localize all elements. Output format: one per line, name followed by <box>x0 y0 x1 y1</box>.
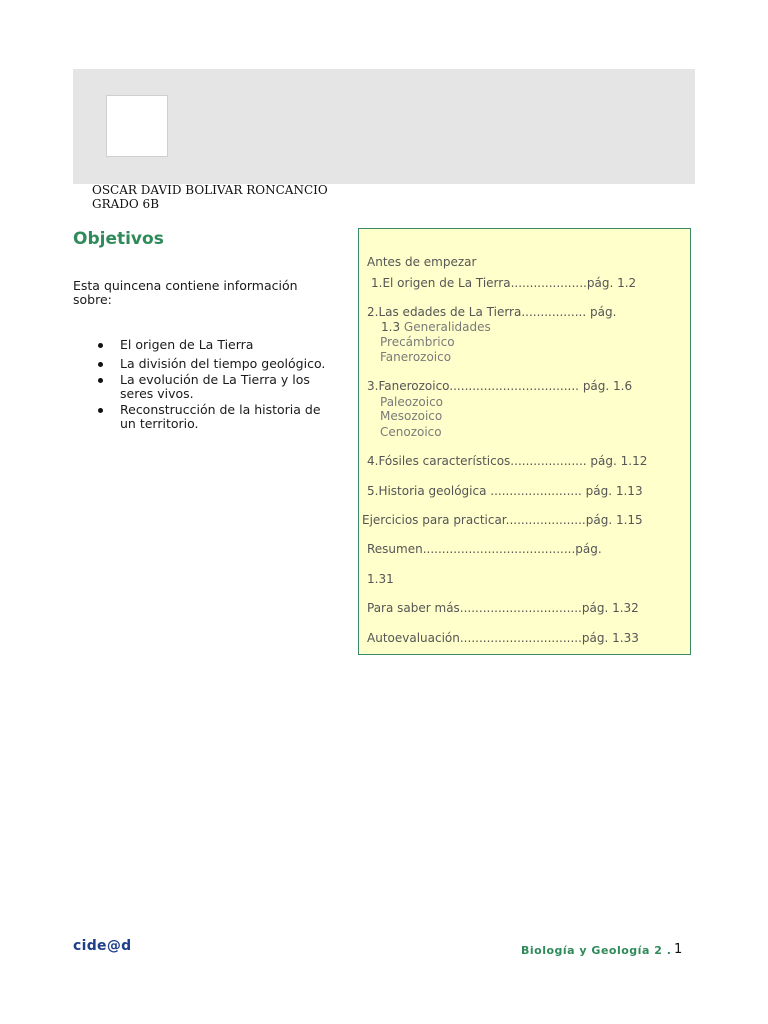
table-of-contents <box>358 228 691 655</box>
toc-entry-5[interactable]: 5.Historia geológica ........................ pág. 1.13 <box>367 484 643 498</box>
toc-sub-fanerozoico[interactable]: Fanerozoico <box>380 350 452 364</box>
toc-entry-1[interactable]: 1.El origen de La Tierra....................pág. 1.2 <box>371 276 637 290</box>
list-item: Reconstrucción de la historia de un territorio. <box>96 403 326 431</box>
toc-entry-resumen[interactable]: Resumen........................................pág. <box>367 542 602 556</box>
page-number: 1 <box>674 942 683 957</box>
toc-entry-2-sub-generalidades <box>381 320 491 334</box>
objectives-title: Objetivos <box>73 229 164 249</box>
toc-entry-2-num: 1.3 <box>381 320 401 334</box>
author-block <box>92 183 328 211</box>
toc-entry-4[interactable]: 4.Fósiles característicos.................... pág. 1.12 <box>367 454 648 468</box>
list-item: La división del tiempo geológico. <box>96 357 326 371</box>
toc-sub-mesozoico[interactable]: Mesozoico <box>380 409 443 423</box>
objectives-intro: Esta quincena contiene información sobre: <box>73 278 298 307</box>
toc-entry-resumen-page: 1.31 <box>367 572 394 586</box>
toc-heading: Antes de empezar <box>367 255 477 269</box>
author-name: OSCAR DAVID BOLIVAR RONCANCIO <box>92 183 328 197</box>
cidead-logo: cide@d <box>73 938 132 954</box>
toc-entry-3[interactable]: 3.Fanerozoico.................................. pág. 1.6 <box>367 379 633 393</box>
toc-entry-ejercicios[interactable]: Ejercicios para practicar.....................pág. 1.15 <box>362 513 643 527</box>
footer-subject: Biología y Geología 2 . <box>521 944 672 957</box>
toc-sub-generalidades[interactable]: Generalidades <box>403 320 491 334</box>
author-grade: GRADO 6B <box>92 197 160 211</box>
toc-entry-2[interactable]: 2.Las edades de La Tierra................. pág. <box>367 305 617 319</box>
list-item: La evolución de La Tierra y los seres vivos. <box>96 373 326 401</box>
toc-entry-autoevaluacion[interactable]: Autoevaluación................................pág. 1.33 <box>367 631 639 645</box>
toc-sub-precambrico[interactable]: Precámbrico <box>380 335 455 349</box>
toc-sub-paleozoico[interactable]: Paleozoico <box>380 395 444 409</box>
toc-entry-saber-mas[interactable]: Para saber más................................pág. 1.32 <box>367 601 639 615</box>
toc-sub-cenozoico[interactable]: Cenozoico <box>380 425 442 439</box>
objectives-list <box>96 338 326 433</box>
image-placeholder <box>106 95 168 157</box>
list-item: El origen de La Tierra <box>96 338 326 352</box>
